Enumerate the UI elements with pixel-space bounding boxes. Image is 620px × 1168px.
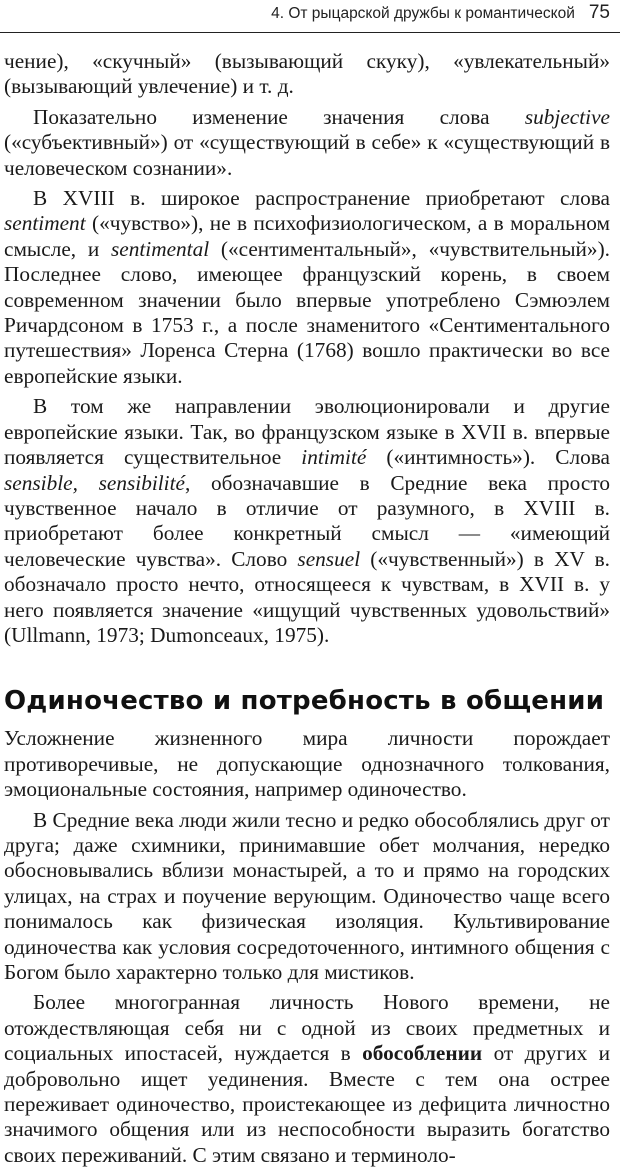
italic-term: subjective: [524, 104, 610, 129]
paragraph: [4, 105, 610, 181]
bold-term: обособлении: [362, 1041, 483, 1066]
text-run: («чувство»), не в психофизиологическом, а в моральном смысле, и: [4, 211, 610, 261]
section-heading: Одиночество и потребность в общении: [4, 686, 605, 717]
text-run: В Средние века люди жили тесно и редко обособлялись друг от друга; даже схимники, принимавшие обет молчания, нередко обосновывались вблизи монастырей, а то и прямо на городских улицах, на страх и поучение верующим. Одиночество чаще всего понималось как физическая изоляция. Культивирование одиночества как условия сосредоточенного, интимного общения с Богом было характерно только для мистиков.: [4, 807, 610, 984]
chapter-title: 4. От рыцарской дружбы к романтической: [271, 5, 575, 22]
text-run: Более многогранная личность Нового времени, не отождествляющая себя ни с одной из своих предметных и социальных ипостасей, нуждается в: [4, 990, 610, 1066]
paragraph: [4, 186, 610, 389]
text-run: («субъективный») от «существующий в себе» к «существующий в человеческом сознании».: [4, 130, 610, 180]
paragraph: [4, 990, 610, 1168]
text-run: («сентиментальный», «чувствительный»). Последнее слово, имеющее французский корень, в своем современном значении было впервые употреблено Сэмюэлем Ричардсоном в 1753 г., а после знаменитого «Сентиментального путешествия» Лоренса Стерна (1768) вошло практически во все европейские языки.: [4, 236, 610, 388]
text-run: от других и добровольно ищет уединения. Вместе с тем она острее переживает одиночество, проистекающее из дефицита личностно значимого общения или из неспособности выразить богатство своих переживаний. С этим связано и терминоло-: [4, 1041, 610, 1167]
paragraphs-after-section: [4, 726, 610, 1168]
text-run: («интимность»). Слова: [366, 445, 610, 470]
running-header: [4, 0, 610, 32]
paragraph: [4, 394, 610, 648]
text-run: Усложнение жизненного мира личности порождает противоречивые, не допускающие однозначного толкования, эмоциональные состояния, например одиночество.: [4, 726, 610, 802]
text-run: , обозначавшие в Средние века просто чувственное начало в отличие от разумного, в XVIII в. приобретают более конкретный смысл — «имеющий человеческие чувства». Слово: [4, 470, 610, 571]
italic-term: sentimental: [110, 236, 210, 261]
text-run: В том же направлении эволюционировали и другие европейские языки. Так, во французском языке в XVII в. впервые появляется существительное: [4, 394, 610, 470]
header-rule: [0, 32, 620, 33]
italic-term: sensuel: [297, 546, 361, 571]
italic-term: sentiment: [4, 211, 86, 236]
text-run: чение), «скучный» (вызывающий скуку), «увлекательный» (вызывающий увлечение) и т. д.: [4, 49, 610, 99]
paragraph: [4, 726, 610, 802]
italic-term: sensible, sensibilité: [4, 470, 185, 495]
paragraphs-before-section: [4, 49, 610, 648]
paragraph: [4, 808, 610, 986]
text-run: («чувственный») в XV в. обозначало просто нечто, относящееся к чувствам, в XVII в. у него появляется значение «ищущий чувственных удовольствий» (Ullmann, 1973; Dumonceaux, 1975).: [4, 546, 610, 647]
text-run: Показательно изменение значения слова: [33, 104, 525, 129]
page-number: 75: [588, 2, 610, 23]
text-run: В XVIII в. широкое распространение приобретают слова: [33, 186, 610, 211]
italic-term: intimité: [301, 445, 367, 470]
page-body: [4, 49, 610, 1168]
paragraph: [4, 49, 610, 100]
